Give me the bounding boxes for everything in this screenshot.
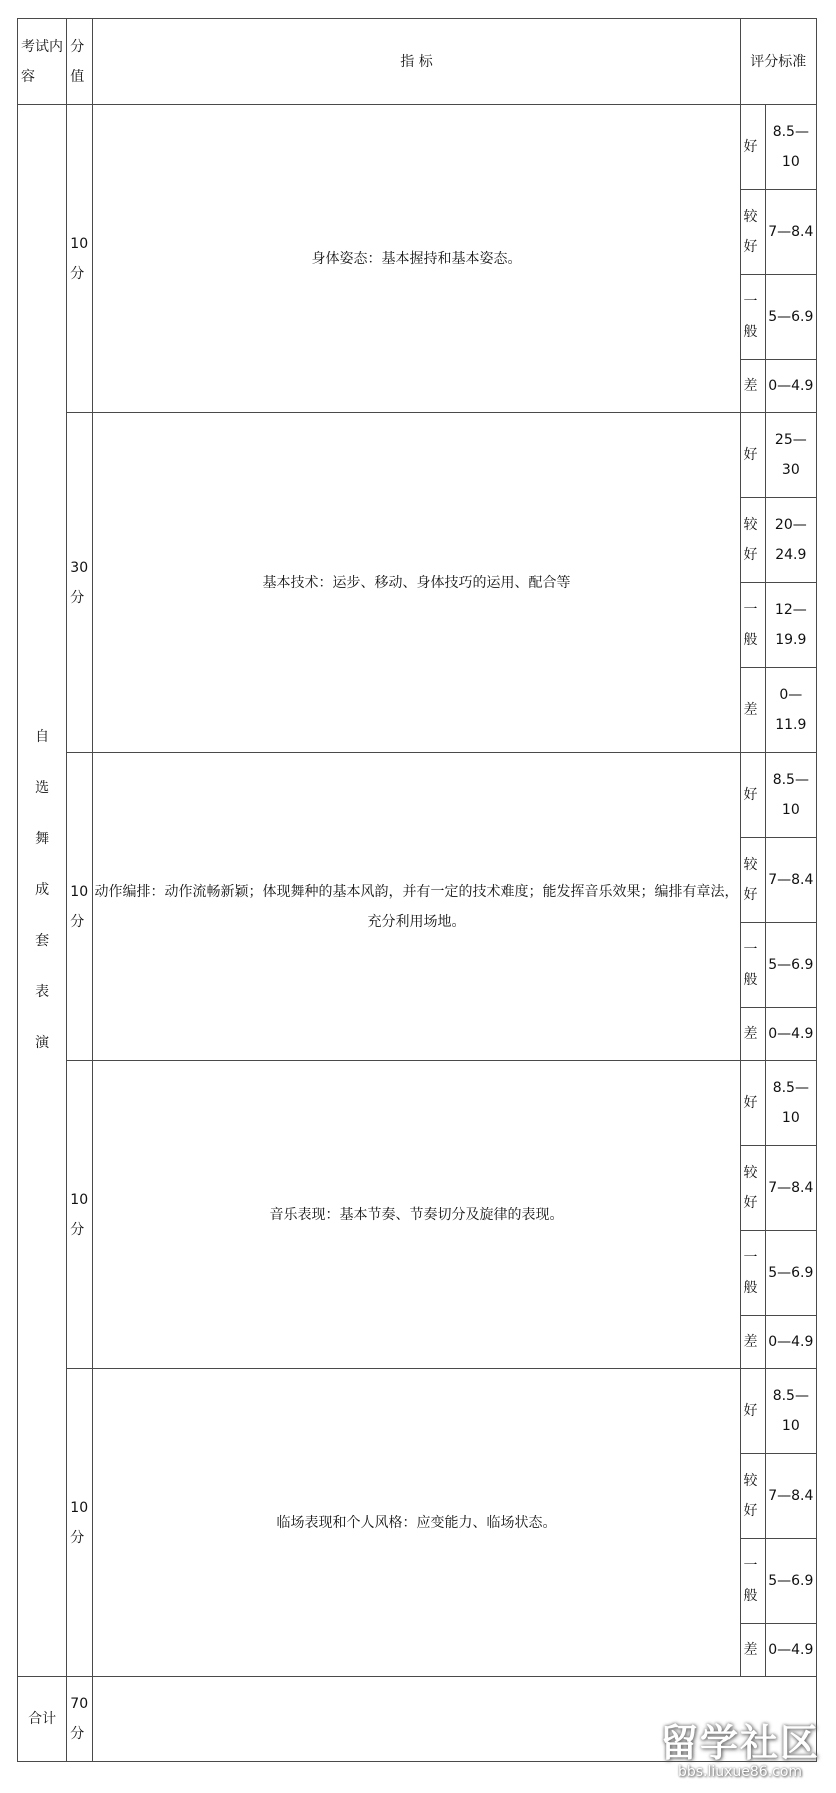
grade-row	[18, 1369, 817, 1454]
grade-level: 较好	[740, 1454, 765, 1539]
section-indicator: 临场表现和个人风格：应变能力、临场状态。	[93, 1369, 740, 1677]
grade-level: 差	[740, 1624, 765, 1677]
category-char: 自	[35, 729, 50, 745]
category-char: 选	[35, 780, 50, 796]
header-criteria: 评分标准	[740, 19, 817, 105]
grade-range: 5—6.9	[765, 1231, 816, 1316]
grade-range: 7—8.4	[765, 1454, 816, 1539]
grade-level: 一般	[740, 923, 765, 1008]
grade-range: 0—4.9	[765, 1624, 816, 1677]
grade-row	[18, 413, 817, 498]
section-points: 10分	[67, 1369, 93, 1677]
section-points: 10分	[67, 105, 93, 413]
grade-level: 差	[740, 1316, 765, 1369]
grade-range: 7—8.4	[765, 1146, 816, 1231]
section-indicator: 基本技术：运步、移动、身体技巧的运用、配合等	[93, 413, 740, 753]
grade-range: 12—19.9	[765, 583, 816, 668]
section-indicator: 音乐表现：基本节奏、节奏切分及旋律的表现。	[93, 1061, 740, 1369]
grade-range: 8.5—10	[765, 1369, 816, 1454]
section-indicator: 身体姿态：基本握持和基本姿态。	[93, 105, 740, 413]
grade-range: 7—8.4	[765, 190, 816, 275]
grade-range: 0—11.9	[765, 668, 816, 753]
section-indicator: 动作编排：动作流畅新颖；体现舞种的基本风韵，并有一定的技术难度；能发挥音乐效果；编排有章法，充分利用场地。	[93, 753, 740, 1061]
section-points: 10分	[67, 1061, 93, 1369]
grade-level: 好	[740, 105, 765, 190]
section-points: 10分	[67, 753, 93, 1061]
grade-level: 好	[740, 413, 765, 498]
grade-level: 较好	[740, 838, 765, 923]
grade-range: 5—6.9	[765, 1539, 816, 1624]
grade-range: 0—4.9	[765, 1008, 816, 1061]
grade-level: 较好	[740, 498, 765, 583]
grade-level: 好	[740, 1369, 765, 1454]
grade-range: 7—8.4	[765, 838, 816, 923]
category-char: 套	[35, 933, 50, 949]
grade-range: 25—30	[765, 413, 816, 498]
grade-range: 5—6.9	[765, 275, 816, 360]
watermark-url: bbs.liuxue86.com	[677, 1764, 803, 1780]
header-exam-content: 考试内容	[18, 19, 67, 105]
header-indicator: 指 标	[93, 19, 740, 105]
total-label: 合计	[18, 1677, 67, 1762]
total-remark	[93, 1677, 817, 1762]
category-char: 舞	[35, 831, 50, 847]
total-points: 70分	[67, 1677, 93, 1762]
grade-range: 0—4.9	[765, 1316, 816, 1369]
grade-level: 一般	[740, 583, 765, 668]
watermark-title: 留学社区	[660, 1721, 821, 1765]
grade-level: 差	[740, 1008, 765, 1061]
category-char: 演	[35, 1035, 50, 1051]
section-points: 30分	[67, 413, 93, 753]
category-cell	[18, 105, 67, 1677]
total-row	[18, 1677, 817, 1762]
grade-range: 8.5—10	[765, 753, 816, 838]
grade-row	[18, 105, 817, 190]
grade-range: 8.5—10	[765, 1061, 816, 1146]
grade-level: 较好	[740, 1146, 765, 1231]
grade-range: 20—24.9	[765, 498, 816, 583]
grade-range: 5—6.9	[765, 923, 816, 1008]
grade-range: 0—4.9	[765, 360, 816, 413]
scoring-table	[17, 18, 817, 1762]
grade-level: 一般	[740, 275, 765, 360]
category-char: 表	[35, 984, 50, 1000]
grade-row	[18, 1061, 817, 1146]
category-char: 成	[35, 882, 50, 898]
grade-level: 一般	[740, 1539, 765, 1624]
grade-row	[18, 753, 817, 838]
grade-level: 好	[740, 753, 765, 838]
grade-level: 差	[740, 360, 765, 413]
header-points: 分值	[67, 19, 93, 105]
grade-range: 8.5—10	[765, 105, 816, 190]
grade-level: 好	[740, 1061, 765, 1146]
grade-level: 差	[740, 668, 765, 753]
grade-level: 一般	[740, 1231, 765, 1316]
grade-level: 较好	[740, 190, 765, 275]
header-row	[18, 19, 817, 105]
